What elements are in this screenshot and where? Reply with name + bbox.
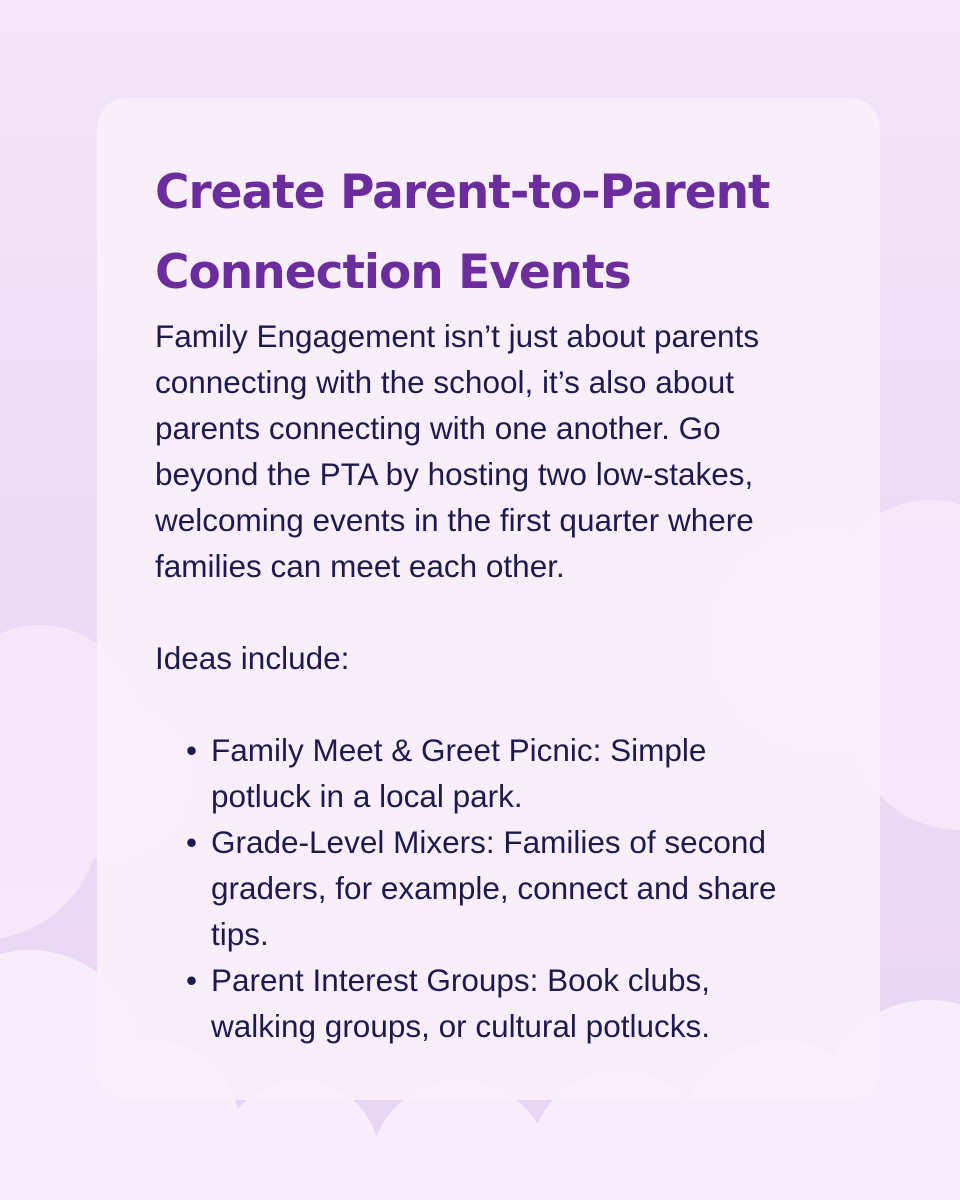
list-item-line: graders, for example, connect and share xyxy=(211,870,777,906)
ideas-list xyxy=(155,727,840,1049)
list-item xyxy=(155,957,840,1049)
intro-line: connecting with the school, it’s also about xyxy=(155,364,735,400)
intro-line: parents connecting with one another. Go xyxy=(155,410,721,446)
list-item-line: tips. xyxy=(211,916,269,952)
title-line-1: Create Parent-to-Parent xyxy=(155,165,770,220)
bullet-icon: • xyxy=(186,824,198,860)
bullet-icon: • xyxy=(186,962,198,998)
list-item-line: Family Meet & Greet Picnic: Simple xyxy=(211,732,707,768)
intro-line: beyond the PTA by hosting two low-stakes, xyxy=(155,456,754,492)
intro-line: Family Engagement isn’t just about parents xyxy=(155,318,760,354)
ideas-label: Ideas include: xyxy=(155,640,350,676)
list-item xyxy=(155,819,840,957)
list-item xyxy=(155,727,840,819)
list-item-line: Grade-Level Mixers: Families of second xyxy=(211,824,766,860)
intro-line: welcoming events in the first quarter where xyxy=(155,502,754,538)
page-title xyxy=(155,153,840,313)
intro-line: families can meet each other. xyxy=(155,548,565,584)
title-line-2: Connection Events xyxy=(155,245,631,300)
list-item-line: potluck in a local park. xyxy=(211,778,523,814)
list-item-line: Parent Interest Groups: Book clubs, xyxy=(211,962,711,998)
content-card xyxy=(97,98,880,1100)
list-item-line: walking groups, or cultural potlucks. xyxy=(211,1008,710,1044)
bullet-icon: • xyxy=(186,732,198,768)
intro-paragraph xyxy=(155,313,840,589)
